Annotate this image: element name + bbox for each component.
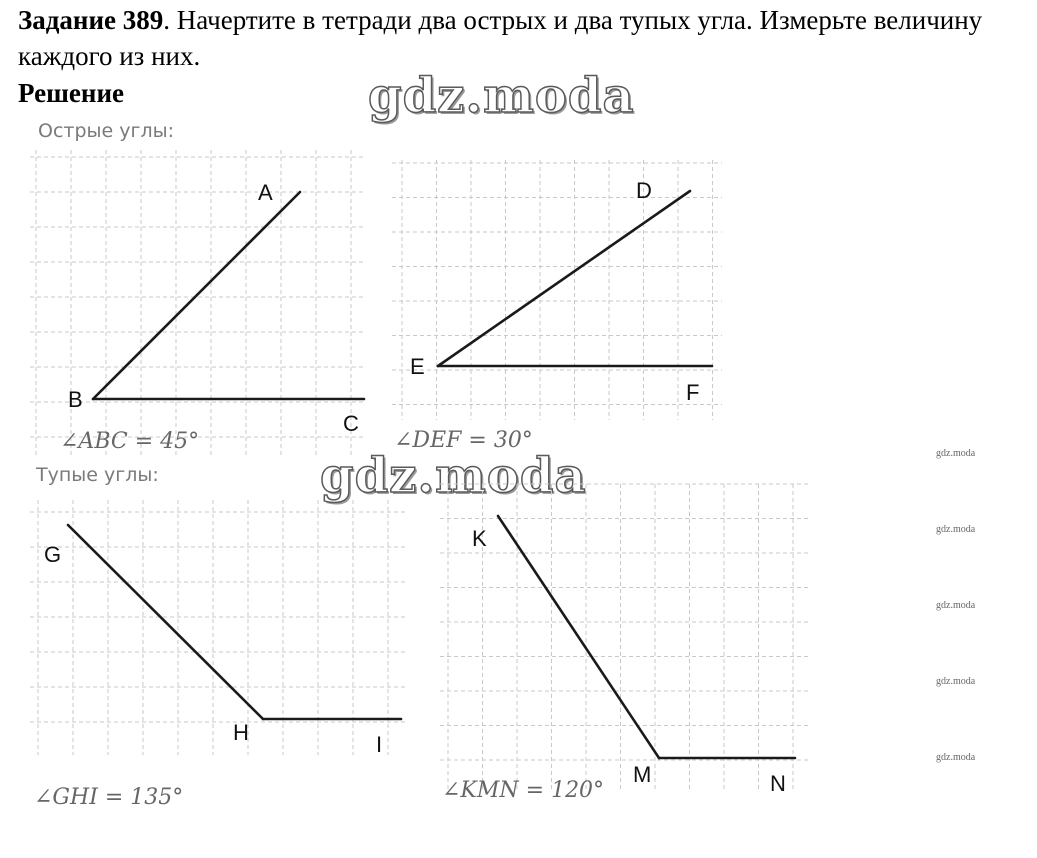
angle-abc-figure <box>30 150 370 455</box>
point-f-label: F <box>686 380 700 405</box>
angle-abc-measure: ∠ABC = 45° <box>60 429 200 454</box>
task-statement <box>18 2 1033 74</box>
grid <box>30 500 405 755</box>
angle-kmn-measure: ∠KMN = 120° <box>442 778 605 803</box>
watermark-logo: gdz.moda <box>320 448 587 504</box>
grid <box>392 160 722 420</box>
solution-heading: Решение <box>18 78 124 108</box>
angle-def-figure <box>392 160 722 455</box>
task-text: . Начертите в тетради два острых и два тупых угла. Измерьте величину каждого из них. <box>18 5 983 71</box>
point-c-label: C <box>343 411 359 436</box>
point-d-label: D <box>636 178 652 203</box>
angle-def-measure: ∠DEF = 30° <box>394 428 533 453</box>
watermark-small: gdz.moda <box>936 524 976 535</box>
watermark-small: gdz.moda <box>936 448 976 459</box>
ray-ba <box>93 192 300 399</box>
point-h-label: H <box>233 720 249 745</box>
point-a-label: A <box>258 180 273 205</box>
watermark-small: gdz.moda <box>936 676 976 687</box>
watermark-small: gdz.moda <box>936 600 976 611</box>
acute-angles-label: Острые углы: <box>38 120 175 142</box>
obtuse-angles-label: Тупые углы: <box>36 464 159 486</box>
angle-kmn-figure <box>440 484 815 804</box>
point-e-label: E <box>410 354 425 379</box>
angle-ghi-figure <box>30 500 410 810</box>
point-k-label: K <box>472 526 487 551</box>
point-b-label: B <box>68 387 83 412</box>
point-n-label: N <box>770 771 786 796</box>
grid <box>440 484 810 789</box>
ray-hg <box>68 525 263 719</box>
watermark-logo: gdz.moda <box>368 68 635 124</box>
task-number: Задание 389 <box>18 5 164 35</box>
point-g-label: G <box>44 542 62 567</box>
angle-ghi-measure: ∠GHI = 135° <box>34 785 184 810</box>
ray-ed <box>438 191 690 366</box>
ray-mk <box>498 516 659 758</box>
point-i-label: I <box>376 732 383 757</box>
watermark-small: gdz.moda <box>936 752 976 763</box>
point-m-label: M <box>633 762 652 787</box>
